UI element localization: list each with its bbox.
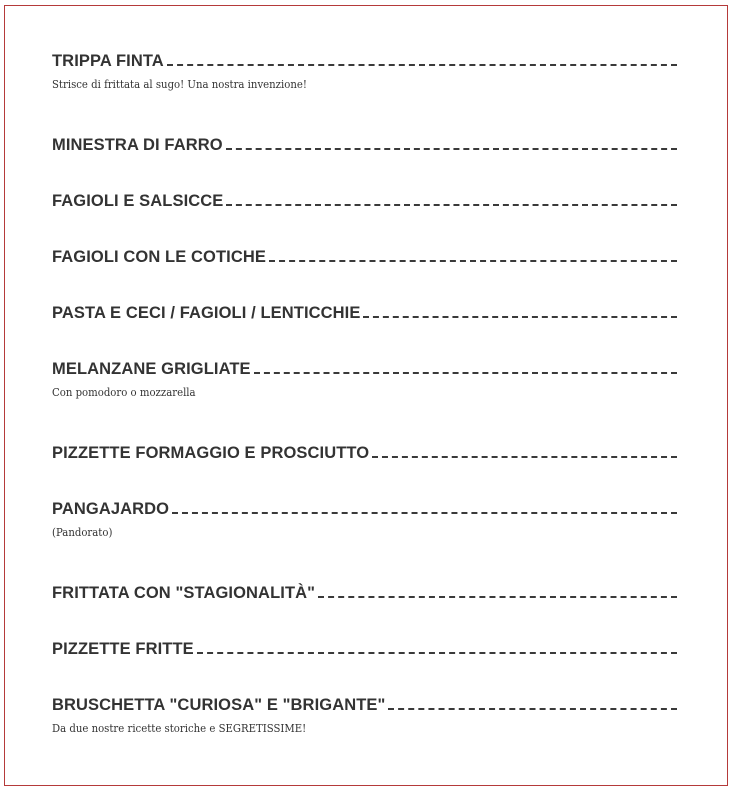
menu-item-name: TRIPPA FINTA: [52, 51, 164, 70]
menu-item-description: Da due nostre ricette storiche e SEGRETISSIME!: [52, 722, 307, 735]
menu-item-description: Con pomodoro o mozzarella: [52, 386, 196, 399]
menu-item-line: [52, 243, 677, 265]
menu-item-trippa-finta: [52, 47, 677, 91]
dotted-leader: [363, 316, 677, 318]
menu-item-line: [52, 355, 677, 377]
dotted-leader: [254, 372, 677, 374]
dotted-leader: [167, 64, 677, 66]
menu-item-description: (Pandorato): [52, 526, 113, 539]
menu-item-pizzette-fritte: [52, 635, 677, 657]
menu-item-name: PIZZETTE FORMAGGIO E PROSCIUTTO: [52, 443, 370, 462]
dotted-leader: [226, 148, 677, 150]
menu-item-name: MINESTRA DI FARRO: [52, 135, 223, 154]
dotted-leader: [172, 512, 677, 514]
dotted-leader: [372, 456, 677, 458]
dotted-leader: [318, 596, 677, 598]
menu-item-bruschetta: [52, 691, 677, 735]
menu-item-name: PASTA E CECI / FAGIOLI / LENTICCHIE: [52, 303, 361, 322]
dotted-leader: [388, 708, 677, 710]
menu-item-line: [52, 439, 677, 461]
menu-item-fagioli-con-le-cotiche: [52, 243, 677, 265]
dotted-leader: [226, 204, 677, 206]
menu-item-line: [52, 579, 677, 601]
menu-item-line: [52, 299, 677, 321]
menu-item-line: [52, 131, 677, 153]
menu-item-name: FAGIOLI E SALSICCE: [52, 191, 224, 210]
menu-item-name: FAGIOLI CON LE COTICHE: [52, 247, 266, 266]
menu-item-line: [52, 47, 677, 69]
menu-item-pizzette-formaggio: [52, 439, 677, 461]
menu-item-line: [52, 691, 677, 713]
menu-item-line: [52, 495, 677, 517]
menu-item-line: [52, 635, 677, 657]
menu-item-description: Strisce di frittata al sugo! Una nostra invenzione!: [52, 78, 307, 91]
menu-item-name: BRUSCHETTA "CURIOSA" E "BRIGANTE": [52, 695, 386, 714]
menu-item-pasta-e-ceci: [52, 299, 677, 321]
menu-item-frittata-stagionalita: [52, 579, 677, 601]
menu-item-minestra-di-farro: [52, 131, 677, 153]
menu-item-melanzane-grigliate: [52, 355, 677, 399]
menu-item-fagioli-e-salsicce: [52, 187, 677, 209]
dotted-leader: [269, 260, 677, 262]
menu-item-name: FRITTATA CON "STAGIONALITÀ": [52, 583, 316, 602]
menu-item-name: PANGAJARDO: [52, 499, 170, 518]
menu-item-name: MELANZANE GRIGLIATE: [52, 359, 251, 378]
menu-item-line: [52, 187, 677, 209]
menu-item-pangajardo: [52, 495, 677, 539]
menu-item-name: PIZZETTE FRITTE: [52, 639, 194, 658]
dotted-leader: [197, 652, 677, 654]
